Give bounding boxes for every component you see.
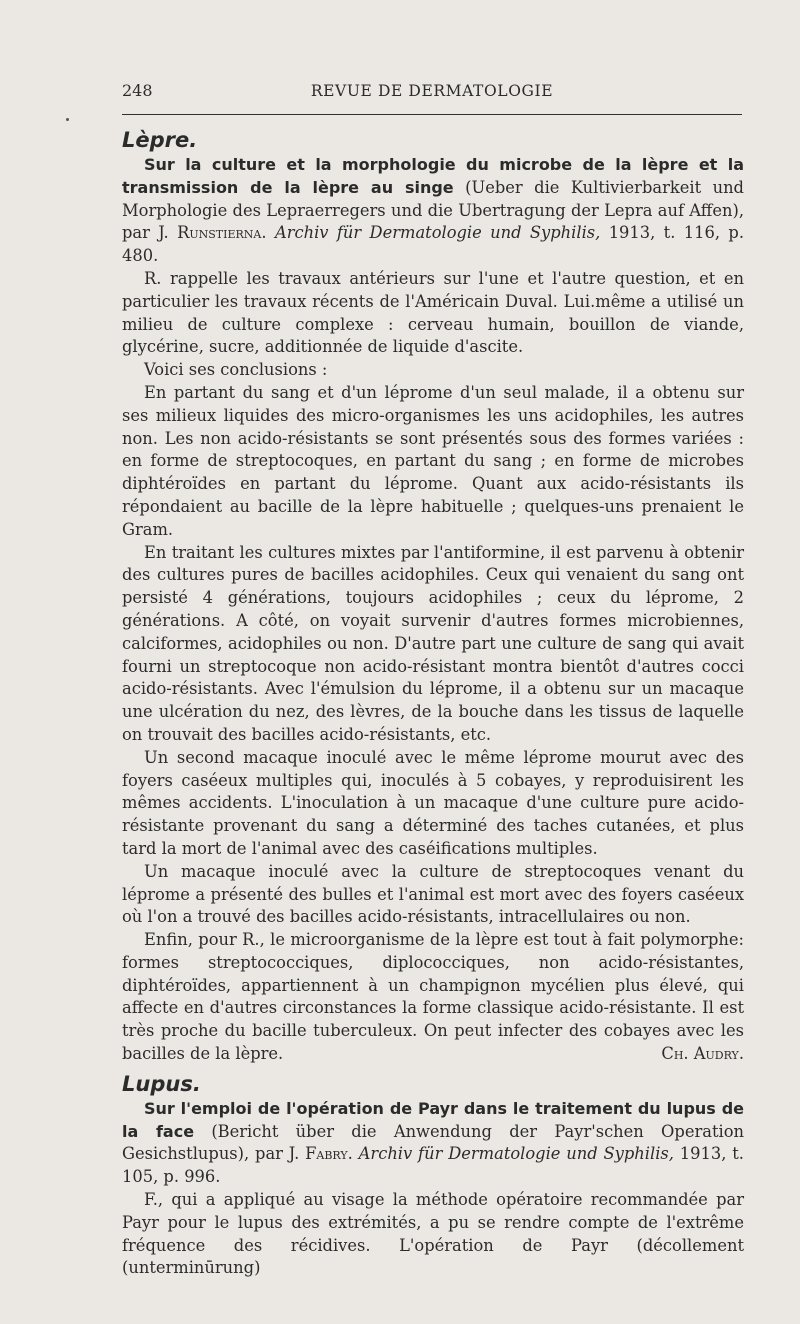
article-title-lepre: Sur la culture et la morphologie du microbe de la lèpre et la transmission de la lèpre au singe [122,155,744,197]
page-body [122,126,744,1280]
paragraph-lepre-5: Un second macaque inoculé avec le même léprome mourut avec des foyers caséeux multiples qui, inoculés à 5 cobayes, y reproduisirent les mêmes accidents. L'inoculation à un macaque d'une culture pure acido-résistante provenant du sang a déterminé des taches cutanées, et plus tard la mort de l'animal avec des caséifications multiples. [122,747,744,858]
paragraph-lepre-7 [122,929,744,1066]
author-lepre: Runstierna [177,223,262,243]
article-reference-lepre: Sur la culture et la morphologie du microbe de la lèpre et la transmission de la lèpre au singe (Ueber die Kultivierbarkeit und Morphologie des Lepraerregers und die Ubertragung der Lepra auf Affen), par J. Runstierna. Archiv für Dermatologie und Syphilis, 1913, t. 116, p. 480. [122,155,745,266]
paragraph-lepre-7-text: Enfin, pour R., le microorganisme de la lèpre est tout à fait polymorphe: formes streptococciques, diplococciques, non acido-résistantes, diphtéroïdes, appartiennent à un champignon mycélien plus élevé, qui affecte en d'autres circonstances la forme classique acido-résistante. Il est très proche du bacille tuberculeux. On peut infecter des cobayes avec les bacilles de la lèpre. [122,930,744,1064]
article-title-lupus: Sur l'emploi de l'opération de Payr dans le traitement du lupus de la face [122,1098,744,1141]
page-number: 248 [122,81,153,100]
section-title-lepre: Lèpre. [122,128,198,152]
paragraph-lepre-2: Voici ses conclusions : [144,360,328,380]
margin-speck [66,118,69,121]
german-reference-lupus: (Bericht über die Anwendung der Payr'schen Operation Gesichstlupus), par J. [122,1121,744,1164]
journal-lupus: Archiv für Dermatologie und Syphilis, [358,1144,674,1164]
paragraph-lepre-1: R. rappelle les travaux antérieurs sur l'une et l'autre question, et en particulier les travaux récents de l'Américain Duval. Lui.même a utilisé un milieu de culture complexe : cerveau humain, bouillon de viande, glycérine, sucre, additionnée de liquide d'ascite. [122,268,744,357]
running-title: REVUE DE DERMATOLOGIE [310,82,554,100]
paragraph-lupus-1: F., qui a appliqué au visage la méthode opératoire recommandée par Payr pour le lupus des extrémités, a pu se rendre compte de l'extrême fréquence des récidives. L'opération de Payr (décollement (unterminūrung) [122,1190,744,1278]
paragraph-lepre-4: En traitant les cultures mixtes par l'antiformine, il est parvenu à obtenir des cultures pures de bacilles acidophiles. Ceux qui venaient du sang ont persisté 4 générations, toujours acidophiles ; ceux du léprome, 2 générations. A côté, on voyait survenir d'autres formes microbiennes, calciformes, acidophiles ou non. D'autre part une culture de sang qui avait fourni un streptocoque non acido-résistant montra bientôt d'autres cocci acido-résistants. Avec l'émulsion du léprome, il a obtenu sur un macaque une ulcération du nez, des lèvres, de la bouche dans les tissus de laquelle on trouvait des bacilles acido-résistants, etc. [122,542,744,744]
signature-audry: Ch. Audry. [661,1044,744,1064]
paragraph-lepre-6: Un macaque inoculé avec la culture de streptocoques venant du léprome a présenté des bulles et l'animal est mort avec des foyers caséeux où l'on a trouvé des bacilles acido-résistants, intracellulaires ou non. [122,861,744,927]
reference-tail-lupus: 1913, t. 105, p. 996. [122,1144,744,1187]
section-title-lupus: Lupus. [122,1071,201,1096]
paragraph-lepre-3: En partant du sang et d'un léprome d'un seul malade, il a obtenu sur ses milieux liquides des micro-organismes les uns acidophiles, les autres non. Les non acido-résistants se sont présentés sous des formes variées : en forme de streptocoques, en partant du sang ; en forme de microbes diphtéroïdes en partant du léprome. Quant aux acido-résistants ils répondaient au bacille de la lèpre habituelle ; quelques-uns prenaient le Gram. [122,382,744,539]
author-lupus: Fabry [305,1144,348,1164]
page-header [122,80,742,104]
article-reference-lupus: Sur l'emploi de l'opération de Payr dans le traitement du lupus de la face (Bericht über die Anwendung der Payr'schen Operation Gesichstlupus), par J. Fabry. Archiv für Dermatologie und Syphilis, 1913, t. 105, p. 996. [122,1098,744,1187]
journal-lepre: Archiv für Dermatologie und Syphilis, [274,223,601,243]
german-reference-lepre: (Ueber die Kultivierbarkeit und Morphologie des Lepraerregers und die Ubertragung der Lepra auf Affen), par J. [122,177,744,243]
reference-tail-lepre: 1913, t. 116, p. 480. [122,223,745,266]
header-rule [122,114,742,115]
